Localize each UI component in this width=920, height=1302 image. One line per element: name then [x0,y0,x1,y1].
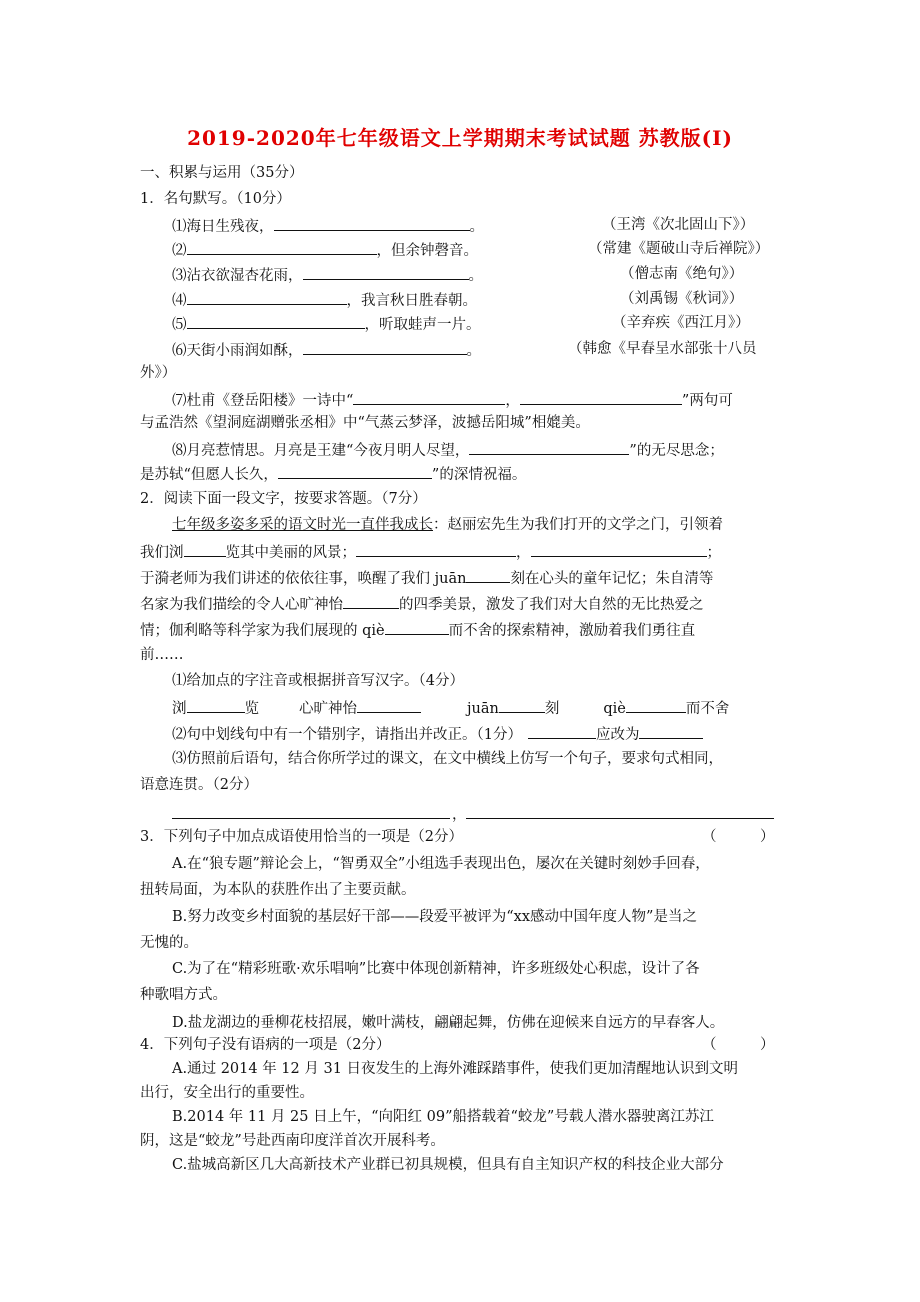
passage-text: 情；伽利略等科学家为我们展现的 qiè [140,623,385,639]
question-4-heading: 4．下列句子没有语病的一项是（2分） [140,1037,391,1053]
q4-option-c: C.盐城高新区几大高新技术产业群已初具规模，但具有自主知识产权的科技企业大部分 [172,1157,724,1173]
item-text: ，我言秋日胜春朝。 [346,293,477,309]
q1-item-2-source: （常建《题破山寺后禅院》） [588,241,770,257]
q3-option-d: D.盐龙湖边的垂柳花枝招展，嫩叶满枝，翩翩起舞，仿佛在迎候来自远方的早春客人。 [172,1015,725,1031]
q4-option-b: B.2014 年 11 月 25 日上午，“向阳红 09”船搭载着“蛟龙”号载人潜水器驶离江苏江 [172,1109,714,1125]
answer-blank[interactable] [528,724,596,739]
item-number: ⑷ [172,293,187,309]
item-text: ，但余钟磬音。 [376,243,478,259]
q3-option-a-cont: 扭转局面，为本队的获胜作出了主要贡献。 [140,882,416,898]
passage-text: 名家为我们描绘的令人心旷神怡 [140,597,343,613]
q3-option-a: A.在“狼专题”辩论会上，“智勇双全”小组选手表现出色，屡次在关键时刻妙手回春， [172,856,710,872]
item-number: ⑵ [172,243,187,259]
answer-blank[interactable] [357,698,421,713]
passage-text: 于漪老师为我们讲述的依依往事，唤醒了我们 juān [140,571,467,587]
answer-blank[interactable] [356,542,516,557]
answer-blank[interactable] [187,290,347,305]
q2-sub-3-cont: 语意连贯。（2分） [140,777,258,793]
q1-item-4-source: （刘禹锡《秋词》） [620,291,744,307]
q1-item-8-cont [140,464,526,484]
answer-bracket[interactable]: （ ） [702,1037,775,1053]
item-text: ⑻月亮惹情思。月亮是王建“今夜月明人尽望， [172,443,470,459]
answer-bracket[interactable]: （ ） [702,829,775,845]
q1-item-7 [172,390,733,410]
item-text: 。 [468,268,483,284]
answer-blank[interactable] [187,314,365,329]
q2-sub-3: ⑶仿照前后语句，结合你所学过的课文，在文中横线上仿写一个句子，要求句式相同， [172,751,723,767]
item-text: ”两句可 [681,393,733,409]
q3-option-b: B.努力改变乡村面貌的基层好干部——段爱平被评为“xx感动中国年度人物”是当之 [172,909,697,925]
q1-item-5 [172,314,481,334]
answer-blank[interactable] [184,542,226,557]
sub-question-text: 应改为 [595,727,640,743]
q4-option-a: A.通过 2014 年 12 月 31 日夜发生的上海外滩踩踏事件，使我们更加清醒地认识到文明 [172,1061,739,1077]
answer-blank[interactable] [187,698,245,713]
passage-line-4 [140,594,704,614]
q1-item-6-source: （韩愈《早春呈水部张十八员 [568,341,757,357]
item-text: 。 [466,343,481,359]
answer-blank[interactable] [466,568,510,583]
passage-text: 我们浏 [140,545,184,561]
passage-text: 的四季美景，激发了我们对大自然的无比热爱之 [399,597,704,613]
sub-question-text: ⑵句中划线句中有一个错别字，请指出并改正。（1分） [172,727,522,743]
item-text: 天街小雨润如酥， [186,343,303,359]
q3-option-b-cont: 无愧的。 [140,935,198,951]
answer-line[interactable] [466,818,774,819]
item-text: ”的无尽思念； [629,443,724,459]
item-number: ⑴ [172,219,187,235]
q4-option-b-cont: 阴，这是“蛟龙”号赴西南印度洋首次开展科考。 [140,1133,445,1149]
answer-blank[interactable] [520,390,682,405]
char-label: 刻 [544,701,560,717]
passage-line-2 [140,542,721,562]
q2-sub-1: ⑴给加点的字注音或根据拼音写汉字。（4分） [172,673,464,689]
answer-blank[interactable] [187,240,377,255]
item-number: ⑶ [172,268,187,284]
q1-item-1 [172,216,484,236]
passage-text: 而不舍的探索精神，激励着我们勇往直 [448,623,696,639]
char-label: 览 [244,701,259,717]
item-text: ，听取蛙声一片。 [364,317,481,333]
q2-sub-2 [172,724,703,744]
pinyin-label: juān [467,701,499,717]
item-text: ⑺杜甫《登岳阳楼》一诗中“ [172,393,354,409]
char-label: 而不舍 [685,701,730,717]
passage-text: ：赵丽宏先生为我们打开的文学之门，引领着 [433,517,723,533]
item-text: 。 [469,219,484,235]
question-3-heading: 3．下列句子中加点成语使用恰当的一项是（2分） [140,829,463,845]
answer-blank[interactable] [499,698,545,713]
item-text: ， [505,393,520,409]
item-number: ⑸ [172,317,187,333]
answer-blank[interactable] [278,464,432,479]
q1-item-3-source: （僧志南《绝句》） [620,266,744,282]
passage-line-6: 前…… [140,647,184,663]
q1-item-5-source: （辛弃疾《西江月》） [612,315,750,331]
answer-blank[interactable] [639,724,703,739]
underlined-sentence: 七年级多姿多采的语文时光一直伴我成长 [172,517,433,533]
answer-blank[interactable] [303,265,469,280]
question-2-heading: 2．阅读下面一段文字，按要求答题。（7分） [140,491,427,507]
passage-text: ， [516,545,531,561]
passage-text: ； [706,545,721,561]
answer-blank[interactable] [343,594,399,609]
q1-item-6 [172,340,481,360]
passage-text: 览其中美丽的风景； [225,545,356,561]
q1-item-1-source: （王湾《次北固山下》） [602,217,755,233]
pinyin-label: qiè [603,701,626,717]
q1-item-2 [172,240,478,260]
passage-line-3 [140,568,713,588]
char-label: 浏 [172,701,187,717]
passage-text: 刻在心头的童年记忆；朱自清等 [510,571,714,587]
q2-sub-1-answers [172,698,729,718]
item-number: ⑹ [172,343,187,359]
q1-item-8 [172,440,724,460]
question-1-heading: 1．名句默写。（10分） [140,191,291,207]
q1-item-3 [172,265,483,285]
q1-item-6-source-tail: 外》） [140,365,177,381]
item-text: 是苏轼“但愿人长久， [140,467,278,483]
page-title: 2019-2020年七年级语文上学期期末考试试题 苏教版(I) [187,126,733,150]
q1-item-7-cont: 与孟浩然《望洞庭湖赠张丞相》中“气蒸云梦泽，波撼岳阳城”相媲美。 [140,415,590,431]
q4-option-a-cont: 出行，安全出行的重要性。 [140,1085,314,1101]
item-text: ”的深情祝福。 [431,467,527,483]
answer-blank[interactable] [353,390,505,405]
answer-blank[interactable] [385,620,449,635]
item-text: 海日生残夜， [186,219,274,235]
answer-blank[interactable] [274,216,470,231]
q3-option-c-cont: 种歌唱方式。 [140,987,227,1003]
answer-blank[interactable] [531,542,707,557]
answer-blank[interactable] [626,698,686,713]
item-text: 沾衣欲湿杏花雨， [186,268,303,284]
answer-comma: ， [452,807,467,823]
q3-option-c: C.为了在“精彩班歌·欢乐唱响”比赛中体现创新精神，许多班级处心积虑，设计了各 [172,961,700,977]
section-heading: 一、积累与运用（35分） [140,165,304,181]
char-label: 心旷神怡 [299,701,357,717]
passage-line-1 [172,516,723,534]
answer-blank[interactable] [469,440,629,455]
passage-line-5 [140,620,695,640]
q1-item-4 [172,290,477,310]
answer-blank[interactable] [303,340,467,355]
answer-line[interactable] [172,818,450,819]
